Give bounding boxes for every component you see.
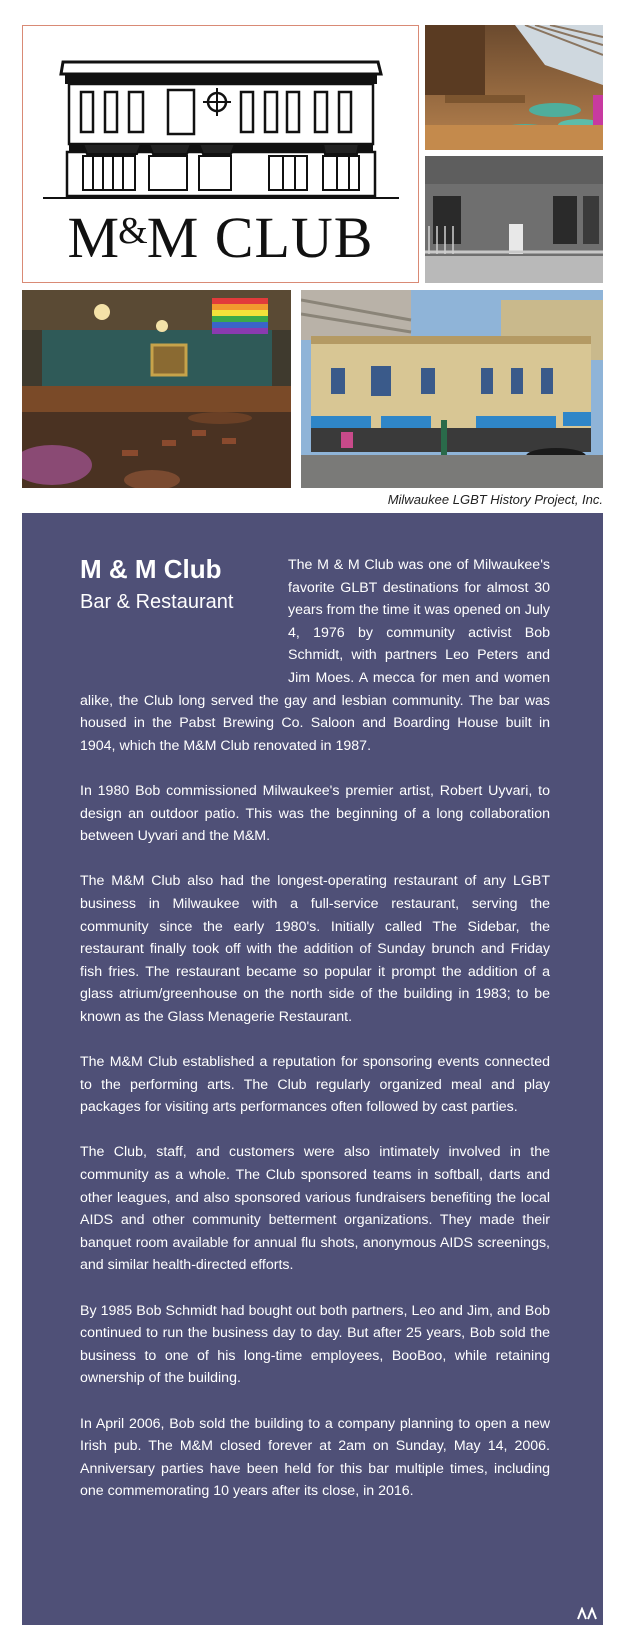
project-logo-icon xyxy=(577,1607,599,1621)
logo-club-name: M CLUB xyxy=(146,205,374,270)
club-logo xyxy=(22,25,419,283)
story-subtitle: Bar & Restaurant xyxy=(80,591,234,613)
paragraph: In April 2006, Bob sold the building to a company planning to open a new Irish pub. The M&M closed forever at 2am on Sunday, May 14, 2006. Anniversary parties have been held for this bar multiple times, including one commemorating 10 years after its close, in 2016. xyxy=(80,1415,550,1500)
paragraph: The M&M Club also had the longest-operating restaurant of any LGBT business in Milwaukee with a full-service restaurant, serving the community since the early 1980's. Initially called The Sidebar, the restaurant finally took off with the addition of Sunday brunch and Friday fish fries. The restaurant became so popular it prompt the addition of a glass atrium/greenhouse on the north side of the building in 1983; to be known as the Glass Menagerie Restaurant. xyxy=(80,873,550,1025)
building-exterior-photo xyxy=(301,290,603,488)
photo-credit: Milwaukee LGBT History Project, Inc. xyxy=(387,492,603,507)
story-panel xyxy=(22,513,603,1625)
bar-interior-photo xyxy=(22,290,291,488)
paragraph: The M&M Club established a reputation for sponsoring events connected to the performing arts. The Club regularly organized meal and play packages for visiting arts performances often followed by cast parties. xyxy=(80,1054,550,1116)
logo-letter-m: M xyxy=(67,205,121,270)
logo-ampersand: & xyxy=(118,210,149,252)
story-body xyxy=(80,554,550,1526)
paragraph: By 1985 Bob Schmidt had bought out both partners, Leo and Jim, and Bob continued to run the business day to day. But after 25 years, Bob sold the business to one of his long-time employees, BooBoo, while retaining ownership of the building. xyxy=(80,1302,550,1387)
dining-room-photo xyxy=(425,25,603,150)
logo-wordmark xyxy=(23,205,418,270)
story-title: M & M Club xyxy=(80,554,222,584)
facade-bw-photo xyxy=(425,156,603,283)
title-spacer xyxy=(80,554,288,667)
paragraph: The Club, staff, and customers were also intimately involved in the community as a whole. The Club sponsored teams in softball, darts and other leagues, and also sponsored various fundraisers benefiting the local AIDS and other community betterment organizations. They made their banquet room available for annual flu shots, anonymous AIDS screenings, and similar health-directed efforts. xyxy=(80,1144,550,1274)
paragraph: The M & M Club was one of Milwaukee's favorite GLBT destinations for almost 30 years from the time it was opened on July 4, 1976 by community activist Bob Schmidt, with partners Leo Peters and Jim Moes. A mecca for men and women alike, the Club long served the gay and lesbian community. The bar was housed in the Pabst Brewing Co. Saloon and Boarding House built in 1904, which the M&M Club renovated in 1987. xyxy=(80,557,550,754)
paragraph: In 1980 Bob commissioned Milwaukee's premier artist, Robert Uyvari, to design an outdoor patio. This was the beginning of a long collaboration between Uyvari and the M&M. xyxy=(80,782,550,845)
